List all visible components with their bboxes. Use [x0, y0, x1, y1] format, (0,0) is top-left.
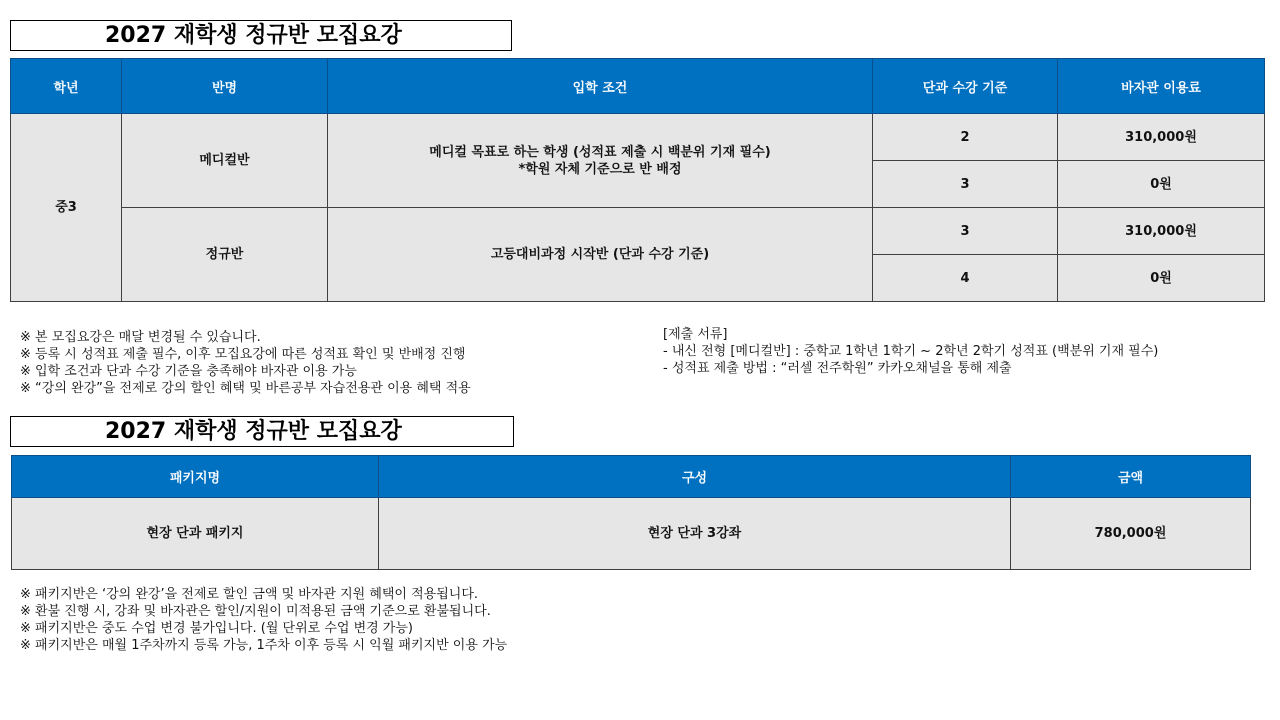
- submission-heading: [제출 서류]: [663, 327, 728, 342]
- notes-list: [20, 329, 471, 397]
- note-item: ※ 본 모집요강은 매달 변경될 수 있습니다.: [20, 330, 261, 345]
- note-item: ※ 패키지반은 ‘강의 완강’을 전제로 할인 금액 및 바자관 지원 혜택이 적용됩니다.: [20, 587, 479, 602]
- units-cell: 2: [873, 114, 1058, 161]
- fee-cell: 310,000원: [1058, 114, 1265, 161]
- note-item: ※ “강의 완강”을 전제로 강의 할인 혜택 및 바른공부 자습전용관 이용 혜택 적용: [20, 381, 471, 396]
- note-item: ※ 환불 진행 시, 강좌 및 바자관은 할인/지원이 미적용된 금액 기준으로 환불됩니다.: [20, 604, 491, 619]
- package-cell: 현장 단과 패키지: [12, 498, 379, 570]
- fee-cell: 0원: [1058, 255, 1265, 302]
- fee-cell: 310,000원: [1058, 208, 1265, 255]
- header-package: 패키지명: [12, 456, 379, 498]
- units-cell: 3: [873, 208, 1058, 255]
- fee-cell: 0원: [1058, 161, 1265, 208]
- table-header-row: [11, 59, 1265, 114]
- header-composition: 구성: [379, 456, 1011, 498]
- package-table: [11, 455, 1251, 570]
- header-grade: 학년: [11, 59, 122, 114]
- condition-text: 메디컬 목표로 하는 학생 (성적표 제출 시 백분위 기재 필수): [429, 144, 771, 160]
- header-units: 단과 수강 기준: [873, 59, 1058, 114]
- submission-item: - 성적표 제출 방법 : “러셀 전주학원” 카카오채널을 통해 제출: [663, 361, 1012, 376]
- table-header-row: [12, 456, 1251, 498]
- note-item: ※ 패키지반은 중도 수업 변경 불가입니다. (월 단위로 수업 변경 가능): [20, 621, 414, 636]
- header-price: 금액: [1011, 456, 1251, 498]
- header-fee: 바자관 이용료: [1058, 59, 1265, 114]
- class-name-cell: 정규반: [122, 208, 328, 302]
- price-cell: 780,000원: [1011, 498, 1251, 570]
- condition-cell: 고등대비과정 시작반 (단과 수강 기준): [328, 208, 873, 302]
- table-row: [12, 498, 1251, 570]
- submission-item: - 내신 전형 [메디컬반] : 중학교 1학년 1학기 ~ 2학년 2학기 성적표 (백분위 기재 필수): [663, 344, 1159, 359]
- units-cell: 4: [873, 255, 1058, 302]
- section-title: 2027 재학생 정규반 모집요강: [10, 416, 514, 447]
- condition-note: *학원 자체 기준으로 반 배정: [518, 161, 682, 177]
- header-condition: 입학 조건: [328, 59, 873, 114]
- note-item: ※ 입학 조건과 단과 수강 기준을 충족해야 바자관 이용 가능: [20, 364, 357, 379]
- admission-table: [10, 58, 1265, 302]
- units-cell: 3: [873, 161, 1058, 208]
- package-notes-list: [20, 586, 507, 654]
- header-class-name: 반명: [122, 59, 328, 114]
- note-item: ※ 등록 시 성적표 제출 필수, 이후 모집요강에 따른 성적표 확인 및 반배정 진행: [20, 347, 466, 362]
- grade-cell: 중3: [11, 114, 122, 302]
- page-title: 2027 재학생 정규반 모집요강: [10, 20, 512, 51]
- table-row: [11, 114, 1265, 161]
- note-item: ※ 패키지반은 매월 1주차까지 등록 가능, 1주차 이후 등록 시 익월 패키지반 이용 가능: [20, 638, 508, 653]
- condition-cell: [328, 114, 873, 208]
- table-row: [11, 208, 1265, 255]
- composition-cell: 현장 단과 3강좌: [379, 498, 1011, 570]
- submission-list: [663, 326, 1158, 377]
- class-name-cell: 메디컬반: [122, 114, 328, 208]
